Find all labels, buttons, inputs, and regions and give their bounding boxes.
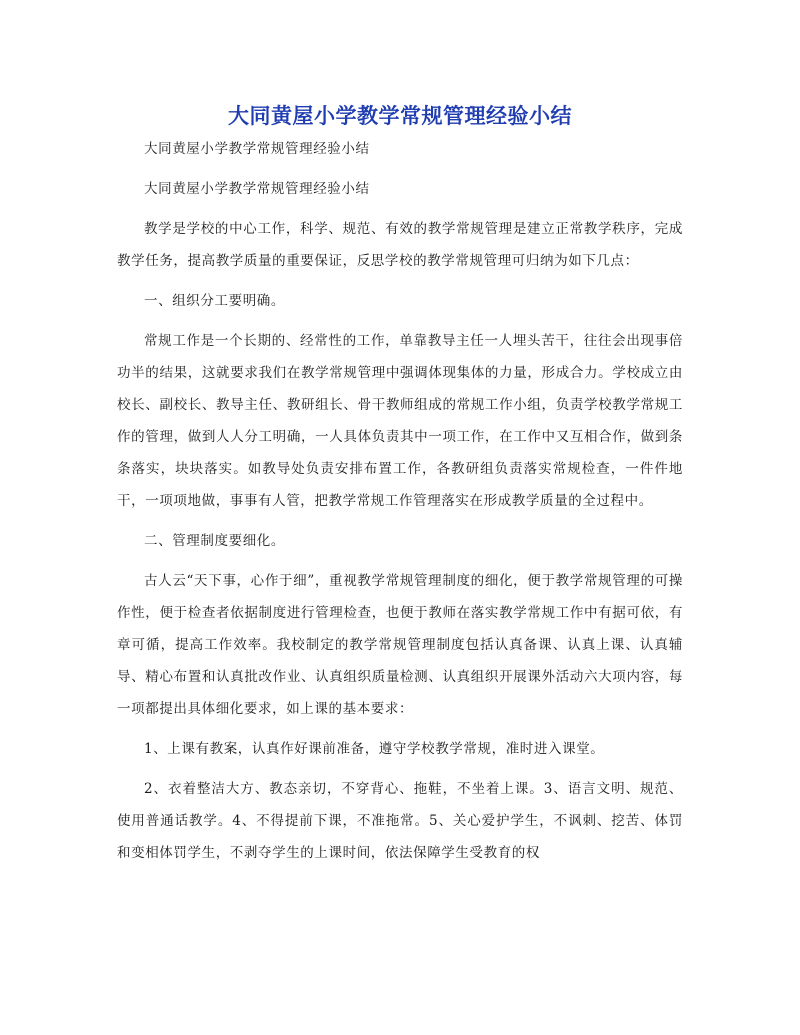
subtitle-line-2: 大同黄屋小学教学常规管理经验小结 <box>144 181 370 197</box>
section-heading-1: 一、组织分工要明确。 <box>144 293 285 309</box>
section-1-paragraph: 常规工作是一个长期的、经常性的工作，单靠教导主任一人埋头苦干，往往会出现事倍功半的结果，这就要求我们在教学常规管理中强调体现集体的力量，形成合力。学校成立由校长、副校长、教导主任、教研组长、骨干教师组成的常规工作小组，负责学校教学常规工作的管理，做到人人分工明确，一人具体负责其中一项工作，在工作中又互相合作，做到条条落实，块块落实。如教导处负责安排布置工作，各教研组负责落实常规检查，一件件地干，一项项地做，事事有人管，把教学常规工作管理落实在形成教学质量的全过程中。 <box>117 333 683 509</box>
section-2-paragraph: 古人云“天下事，心作于细”，重视教学常规管理制度的细化，便于教学常规管理的可操作性，便于检查者依据制度进行管理检查，也便于教师在落实教学常规工作中有据可依，有章可循，提高工作效率。我校制定的教学常规管理制度包括认真备课、认真上课、认真辅导、精心布置和认真批改作业、认真组织质量检测、认真组织开展课外活动六大项内容，每一项都提出具体细化要求，如上课的基本要求： <box>117 573 683 717</box>
subtitle-line-1: 大同黄屋小学教学常规管理经验小结 <box>144 141 370 157</box>
document-title: 大同黄屋小学教学常规管理经验小结 <box>228 104 572 128</box>
intro-paragraph: 教学是学校的中心工作，科学、规范、有效的教学常规管理是建立正常教学秩序，完成教学任务，提高教学质量的重要保证，反思学校的教学常规管理可归纳为如下几点： <box>117 221 683 269</box>
requirement-item-1: 1、上课有教案，认真作好课前准备，遵守学校教学常规，准时进入课堂。 <box>144 741 605 757</box>
section-heading-2: 二、管理制度要细化。 <box>144 533 285 549</box>
document-body <box>117 133 683 877</box>
requirement-items-2-5: 2、衣着整洁大方、教态亲切，不穿背心、拖鞋，不坐着上课。3、语言文明、规范、使用普通话教学。4、不得提前下课，不准拖常。5、关心爱护学生，不讽刺、挖苦、体罚和变相体罚学生，不剥夺学生的上课时间，依法保障学生受教育的权 <box>117 781 683 861</box>
